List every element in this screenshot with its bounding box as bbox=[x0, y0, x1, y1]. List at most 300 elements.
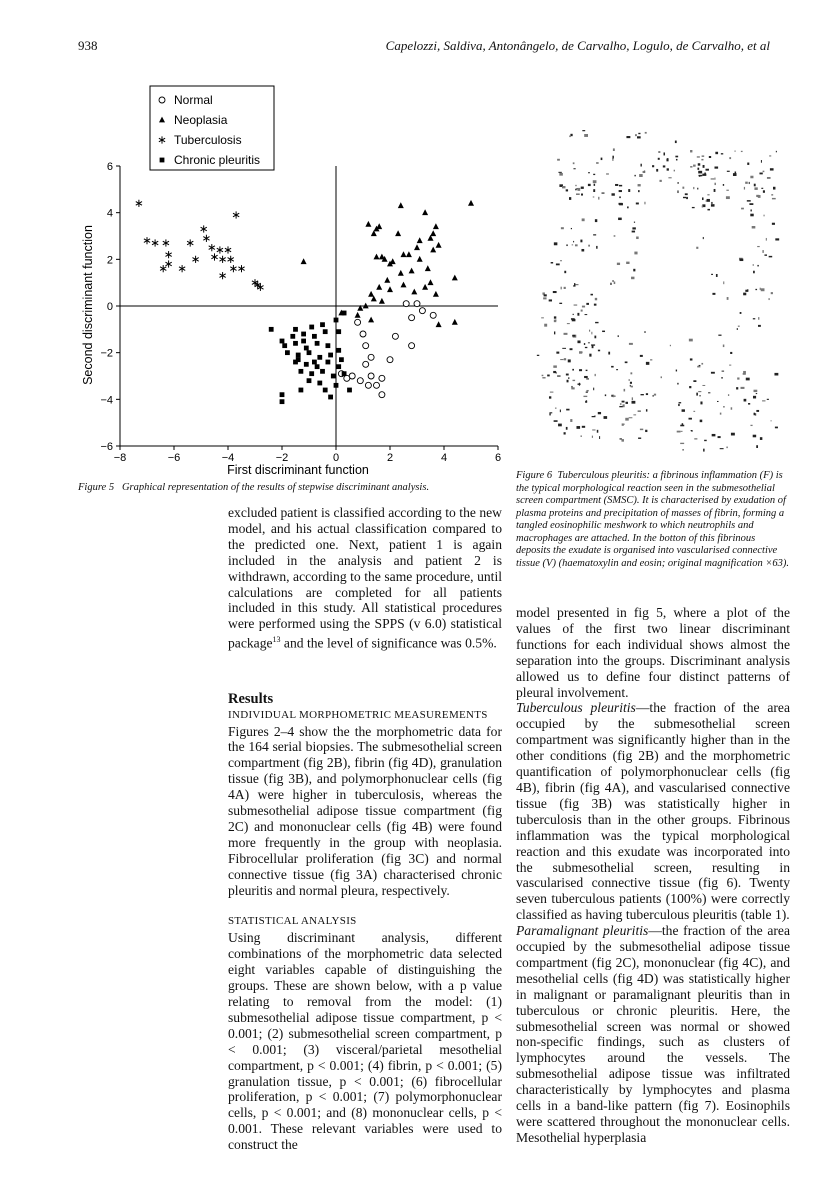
micrograph-speckle bbox=[775, 238, 779, 240]
micrograph-speckle bbox=[745, 290, 748, 292]
micrograph-speckle bbox=[576, 193, 580, 195]
micrograph-speckle bbox=[723, 345, 725, 348]
micrograph-speckle bbox=[568, 359, 571, 362]
point-tuberculosis bbox=[163, 239, 169, 246]
micrograph-speckle bbox=[743, 373, 746, 375]
micrograph-speckle bbox=[689, 339, 693, 342]
paragraph-text: excluded patient is classified according to the new model, and his actual classification compared to the predicted one. Next, patient 1 is again included in the analysis and patient 2 is withdrawn, according to the same procedure, until calculations are completed for all patients included in this study. All statistical procedures were performed using the SPPS (v 6.0) statistical package bbox=[228, 505, 502, 651]
micrograph-speckle bbox=[737, 328, 738, 330]
micrograph-speckle bbox=[754, 390, 758, 392]
micrograph-speckle bbox=[693, 165, 696, 167]
micrograph-speckle bbox=[573, 168, 575, 169]
micrograph-speckle bbox=[762, 400, 765, 401]
micrograph-speckle bbox=[741, 151, 743, 152]
micrograph-speckle bbox=[626, 262, 629, 264]
micrograph-speckle bbox=[763, 190, 765, 192]
point-chronic-pleuritis bbox=[334, 318, 339, 323]
micrograph-speckle bbox=[577, 340, 580, 343]
micrograph-speckle bbox=[637, 136, 641, 138]
micrograph-speckle bbox=[670, 345, 671, 346]
micrograph-speckle bbox=[685, 193, 688, 195]
micrograph-speckle bbox=[711, 204, 715, 206]
point-tuberculosis bbox=[230, 265, 236, 272]
micrograph-speckle bbox=[555, 408, 557, 409]
micrograph-speckle bbox=[567, 380, 569, 383]
point-chronic-pleuritis bbox=[336, 329, 341, 334]
point-tuberculosis bbox=[233, 211, 239, 218]
micrograph-speckle bbox=[694, 438, 697, 439]
micrograph-speckle bbox=[704, 440, 707, 441]
x-tick-label: 2 bbox=[386, 452, 394, 464]
y-tick-label: 4 bbox=[106, 207, 113, 220]
point-normal bbox=[374, 382, 380, 388]
micrograph-speckle bbox=[585, 347, 587, 348]
point-neoplasia bbox=[384, 277, 390, 283]
micrograph-speckle bbox=[619, 185, 622, 187]
micrograph-speckle bbox=[703, 237, 704, 239]
micrograph-speckle bbox=[758, 317, 759, 320]
micrograph-speckle bbox=[747, 163, 749, 165]
point-normal bbox=[414, 301, 420, 307]
micrograph-speckle bbox=[543, 297, 546, 299]
micrograph-speckle bbox=[645, 430, 647, 432]
micrograph-speckle bbox=[605, 394, 606, 396]
figure6-caption-text: a fibrinous inflammation (F) is the typical morphological reaction seen in the submesothelial screen compartment (SMSC). It is characterised by exudation of plasma proteins and precipitation of masses of fibrin, forming a tangled eosinophilic meshwork to which neutrophils and macrophages are attached. In the botton of this fibrinous deposits the exudate is organised into vascularised connective tissue (V) (haematoxylin and eosin; original magnification ×63). bbox=[516, 470, 790, 569]
micrograph-speckle bbox=[560, 359, 563, 360]
micrograph-speckle bbox=[700, 420, 703, 423]
micrograph-speckle bbox=[717, 401, 719, 402]
micrograph-speckle bbox=[614, 282, 616, 285]
point-chronic-pleuritis bbox=[315, 364, 320, 369]
micrograph-speckle bbox=[699, 395, 700, 396]
point-chronic-pleuritis bbox=[328, 353, 333, 358]
point-chronic-pleuritis bbox=[293, 341, 298, 346]
micrograph-speckle bbox=[737, 377, 739, 379]
point-chronic-pleuritis bbox=[342, 311, 347, 316]
micrograph-speckle bbox=[712, 293, 715, 295]
figure5-scatter-chart bbox=[78, 80, 508, 480]
micrograph-speckle bbox=[595, 298, 597, 300]
point-tuberculosis bbox=[219, 256, 225, 263]
micrograph-speckle bbox=[612, 280, 613, 281]
micrograph-speckle bbox=[656, 169, 658, 172]
reference-13: 13 bbox=[272, 635, 281, 645]
micrograph-speckle bbox=[690, 150, 692, 152]
micrograph-speckle bbox=[572, 319, 576, 321]
micrograph-speckle bbox=[753, 264, 754, 266]
micrograph-speckle bbox=[677, 383, 678, 385]
chart-axes bbox=[100, 161, 501, 464]
micrograph-speckle bbox=[706, 169, 709, 171]
point-neoplasia bbox=[433, 291, 439, 297]
point-tuberculosis bbox=[209, 244, 215, 251]
micrograph-speckle bbox=[632, 227, 635, 229]
micrograph-speckle bbox=[699, 365, 701, 366]
micrograph-speckle bbox=[636, 203, 639, 205]
micrograph-speckle bbox=[764, 215, 765, 217]
micrograph-speckle bbox=[638, 410, 641, 412]
micrograph-speckle bbox=[763, 171, 765, 172]
point-tuberculosis bbox=[228, 256, 234, 263]
y-tick-label: 2 bbox=[106, 254, 113, 267]
micrograph-speckle bbox=[581, 249, 584, 252]
point-chronic-pleuritis bbox=[315, 341, 320, 346]
micrograph-speckle bbox=[558, 424, 562, 427]
point-neoplasia bbox=[409, 268, 415, 274]
figure6-caption-title: Tuberculous pleuritis: bbox=[557, 470, 650, 481]
micrograph-speckle bbox=[630, 385, 631, 387]
point-chronic-pleuritis bbox=[307, 378, 312, 383]
point-neoplasia bbox=[406, 251, 412, 257]
micrograph-speckle bbox=[727, 171, 730, 172]
point-normal bbox=[409, 343, 415, 349]
y-tick-label: 0 bbox=[106, 301, 113, 313]
micrograph-speckle bbox=[772, 198, 776, 199]
micrograph-speckle bbox=[723, 406, 724, 407]
paragraph-text: and the level of significance was 0.5%. bbox=[280, 635, 497, 651]
micrograph-speckle bbox=[704, 173, 706, 176]
legend-label: Normal bbox=[174, 93, 213, 107]
point-tuberculosis bbox=[192, 256, 198, 263]
micrograph-speckle bbox=[591, 344, 595, 345]
micrograph-speckle bbox=[711, 202, 712, 204]
micrograph-speckle bbox=[738, 326, 740, 327]
point-chronic-pleuritis bbox=[317, 381, 322, 386]
point-chronic-pleuritis bbox=[309, 371, 314, 376]
micrograph-speckle bbox=[616, 369, 618, 370]
micrograph-speckle bbox=[631, 386, 633, 388]
micrograph-speckle bbox=[606, 173, 609, 174]
micrograph-speckle bbox=[554, 316, 556, 318]
x-tick-label: 0 bbox=[332, 452, 340, 464]
micrograph-speckle bbox=[771, 292, 773, 294]
micrograph-speckle bbox=[553, 371, 556, 373]
figure6-micrograph bbox=[536, 110, 790, 460]
micrograph-speckle bbox=[741, 387, 745, 389]
micrograph-speckle bbox=[549, 412, 552, 413]
micrograph-speckle bbox=[562, 186, 565, 188]
point-normal bbox=[363, 361, 369, 367]
micrograph-speckle bbox=[553, 291, 557, 293]
point-tuberculosis bbox=[217, 246, 223, 253]
micrograph-speckle bbox=[698, 163, 700, 165]
micrograph-speckle bbox=[575, 185, 576, 186]
point-neoplasia bbox=[414, 244, 420, 250]
micrograph-speckle bbox=[697, 188, 698, 190]
micrograph-speckle bbox=[707, 199, 710, 202]
micrograph-speckle bbox=[714, 183, 715, 185]
micrograph-speckle bbox=[577, 188, 580, 191]
micrograph-speckle bbox=[697, 168, 699, 170]
micrograph-speckle bbox=[591, 332, 592, 335]
micrograph-speckle bbox=[629, 417, 633, 418]
paragraph: Using discriminant analysis, different combinations of the morphometric data selected eight variables capable of distinguishing the groups. These are shown below, with a p value relating to removal from the model: (1) submesothelial adipose tissue compartment, p < 0.001; (2) submesothelial screen compartment, p < 0.001; (3) visceral/parietal mesothelial compartment, p < 0.001; (4) fibrin, p < 0.001; (5) granulation tissue, p < 0.001; (6) fibrocellular proliferation, p < 0.001; (7) polymorphonuclear cells, p < 0.001; and (8) mononuclear cells, p < 0.001. These relevant variables were used to construct the bbox=[228, 930, 502, 1153]
micrograph-speckle bbox=[758, 325, 761, 327]
micrograph-speckle bbox=[640, 355, 643, 357]
micrograph-speckle bbox=[561, 287, 562, 290]
micrograph-speckle bbox=[736, 387, 738, 389]
micrograph-speckle bbox=[619, 196, 621, 198]
micrograph-speckle bbox=[750, 209, 751, 211]
y-tick-label: −2 bbox=[100, 347, 113, 360]
micrograph-speckle bbox=[608, 352, 610, 355]
paragraph bbox=[228, 505, 502, 652]
point-normal bbox=[344, 375, 350, 381]
micrograph-speckle bbox=[566, 374, 569, 376]
point-normal bbox=[430, 312, 436, 318]
micrograph-speckle bbox=[569, 197, 571, 200]
micrograph-speckle bbox=[731, 433, 735, 436]
point-normal bbox=[355, 319, 361, 325]
y-tick-label: −6 bbox=[100, 441, 113, 453]
micrograph-speckle bbox=[678, 404, 680, 406]
micrograph-speckle bbox=[541, 317, 544, 318]
micrograph-speckle bbox=[638, 438, 641, 439]
micrograph-speckle bbox=[682, 409, 685, 411]
micrograph-speckle bbox=[574, 304, 578, 305]
micrograph-speckle bbox=[771, 420, 772, 421]
micrograph-speckle bbox=[619, 203, 623, 205]
micrograph-speckle bbox=[585, 314, 588, 315]
micrograph-speckle bbox=[556, 263, 560, 265]
point-chronic-pleuritis bbox=[296, 357, 301, 362]
micrograph-speckle bbox=[702, 197, 704, 200]
micrograph-speckle bbox=[627, 206, 629, 208]
micrograph-speckle bbox=[577, 313, 579, 316]
point-chronic-pleuritis bbox=[301, 339, 306, 344]
micrograph-speckle bbox=[711, 372, 715, 374]
micrograph-speckle bbox=[741, 208, 744, 210]
micrograph-speckle bbox=[582, 306, 585, 308]
micrograph-speckle bbox=[554, 331, 555, 334]
y-axis-label: Second discriminant function bbox=[81, 225, 95, 385]
micrograph-speckle bbox=[570, 419, 572, 422]
point-neoplasia bbox=[452, 275, 458, 281]
micrograph-speckle bbox=[549, 299, 552, 301]
micrograph-speckle bbox=[698, 391, 701, 392]
micrograph-speckle bbox=[720, 413, 722, 415]
micrograph-speckle bbox=[573, 314, 574, 315]
x-tick-label: −2 bbox=[275, 452, 289, 464]
micrograph-speckle bbox=[593, 180, 597, 183]
micrograph-speckle bbox=[589, 330, 590, 332]
micrograph-speckle bbox=[581, 187, 584, 189]
micrograph-speckle bbox=[618, 335, 619, 337]
micrograph-speckle bbox=[726, 447, 727, 449]
x-tick-label: −4 bbox=[221, 452, 235, 464]
figure6-caption bbox=[516, 470, 790, 570]
micrograph-speckle bbox=[658, 151, 660, 152]
micrograph-speckle bbox=[596, 246, 597, 249]
micrograph-speckle bbox=[750, 425, 752, 426]
micrograph-speckle bbox=[632, 231, 635, 233]
micrograph-speckle bbox=[700, 401, 702, 404]
micrograph-speckle bbox=[761, 288, 765, 291]
point-normal bbox=[403, 301, 409, 307]
figure5-caption-label: Figure 5 bbox=[78, 482, 115, 493]
point-tuberculosis bbox=[225, 246, 231, 253]
micrograph-speckle bbox=[584, 376, 588, 378]
micrograph-speckle bbox=[645, 132, 647, 134]
micrograph-speckle bbox=[646, 362, 649, 365]
micrograph-speckle bbox=[549, 396, 551, 398]
micrograph-speckle bbox=[564, 432, 566, 434]
point-normal bbox=[392, 333, 398, 339]
micrograph-speckle bbox=[593, 388, 594, 391]
micrograph-speckle bbox=[631, 277, 634, 280]
micrograph-speckle bbox=[729, 157, 731, 159]
micrograph-speckle bbox=[720, 448, 724, 449]
micrograph-speckle bbox=[652, 395, 654, 396]
micrograph-speckle bbox=[622, 401, 625, 403]
micrograph-speckle bbox=[723, 281, 724, 284]
point-tuberculosis bbox=[165, 260, 171, 267]
micrograph-speckle bbox=[708, 392, 710, 393]
micrograph-speckle bbox=[701, 363, 703, 365]
point-chronic-pleuritis bbox=[280, 392, 285, 397]
micrograph-speckle bbox=[588, 184, 591, 186]
micrograph-speckle bbox=[680, 443, 684, 444]
micrograph-speckle bbox=[592, 345, 594, 348]
micrograph-speckle bbox=[661, 376, 662, 378]
micrograph-speckle bbox=[575, 284, 578, 285]
micrograph-speckle bbox=[582, 426, 585, 428]
point-neoplasia bbox=[368, 317, 374, 323]
micrograph-speckle bbox=[586, 378, 589, 379]
figure5-caption bbox=[78, 482, 518, 495]
micrograph-speckle bbox=[581, 310, 583, 312]
micrograph-speckle bbox=[775, 427, 778, 429]
micrograph-speckle bbox=[574, 283, 575, 285]
point-tuberculosis bbox=[187, 239, 193, 246]
micrograph-speckle bbox=[718, 335, 721, 336]
point-normal bbox=[387, 357, 393, 363]
micrograph-speckle bbox=[623, 404, 625, 407]
micrograph-speckle bbox=[712, 434, 716, 436]
micrograph-speckle bbox=[711, 178, 715, 179]
micrograph-speckle bbox=[557, 375, 560, 376]
point-neoplasia bbox=[417, 237, 423, 243]
micrograph-speckle bbox=[745, 182, 748, 184]
point-neoplasia bbox=[401, 282, 407, 288]
micrograph-speckle bbox=[679, 402, 682, 403]
micrograph-speckle bbox=[624, 389, 626, 392]
point-chronic-pleuritis bbox=[334, 383, 339, 388]
paragraph bbox=[516, 923, 790, 1146]
micrograph-speckle bbox=[743, 293, 746, 296]
micrograph-speckle bbox=[596, 162, 599, 164]
micrograph-speckle bbox=[688, 418, 691, 420]
page-number: 938 bbox=[78, 38, 98, 53]
micrograph-speckle bbox=[667, 168, 669, 170]
micrograph-speckle bbox=[572, 335, 575, 337]
micrograph-speckle bbox=[629, 343, 633, 345]
micrograph-speckle bbox=[582, 218, 585, 221]
micrograph-speckle bbox=[594, 304, 597, 306]
micrograph-speckle bbox=[757, 265, 758, 267]
micrograph-speckle bbox=[592, 429, 595, 430]
point-neoplasia bbox=[387, 286, 393, 292]
micrograph-speckle bbox=[728, 395, 729, 396]
left-column bbox=[228, 505, 502, 1153]
micrograph-speckle bbox=[586, 390, 588, 391]
micrograph-speckle bbox=[711, 274, 713, 275]
point-normal bbox=[409, 315, 415, 321]
micrograph-speckle bbox=[584, 134, 588, 137]
point-neoplasia bbox=[430, 230, 436, 236]
micrograph-speckle bbox=[566, 409, 569, 411]
x-axis-label: First discriminant function bbox=[227, 463, 369, 477]
micrograph-speckle bbox=[611, 366, 614, 368]
point-neoplasia bbox=[398, 270, 404, 276]
micrograph-speckle bbox=[612, 156, 613, 159]
point-normal bbox=[379, 375, 385, 381]
micrograph-speckle bbox=[544, 324, 547, 327]
point-neoplasia bbox=[417, 256, 423, 262]
legend-label: Tuberculosis bbox=[174, 133, 242, 147]
micrograph-speckle bbox=[691, 430, 693, 431]
micrograph-speckle bbox=[595, 374, 596, 376]
micrograph-speckle bbox=[689, 386, 691, 388]
micrograph-speckle bbox=[597, 430, 598, 433]
micrograph-speckle bbox=[690, 166, 692, 168]
micrograph-speckle bbox=[773, 187, 775, 190]
micrograph-speckle bbox=[682, 423, 683, 426]
micrograph-speckle bbox=[595, 322, 598, 323]
micrograph-speckle bbox=[769, 298, 770, 300]
point-neoplasia bbox=[301, 258, 307, 264]
micrograph-speckle bbox=[754, 413, 756, 415]
micrograph-speckle bbox=[559, 303, 562, 304]
point-chronic-pleuritis bbox=[280, 399, 285, 404]
micrograph-speckle bbox=[582, 130, 585, 131]
micrograph-speckle bbox=[644, 202, 645, 205]
micrograph-speckle bbox=[753, 435, 756, 438]
micrograph-speckle bbox=[769, 155, 771, 156]
micrograph-speckle bbox=[578, 383, 581, 384]
micrograph-speckle bbox=[721, 153, 723, 154]
micrograph-speckle bbox=[723, 184, 724, 186]
micrograph-speckle bbox=[591, 294, 593, 296]
point-neoplasia bbox=[430, 247, 436, 253]
point-chronic-pleuritis bbox=[309, 325, 314, 330]
micrograph-speckle bbox=[760, 288, 761, 290]
micrograph-speckle bbox=[682, 187, 684, 189]
point-chronic-pleuritis bbox=[323, 388, 328, 393]
micrograph-speckle bbox=[698, 171, 702, 174]
point-neoplasia bbox=[365, 221, 371, 227]
point-neoplasia bbox=[368, 291, 374, 297]
micrograph-speckle bbox=[589, 354, 591, 357]
micrograph-speckle bbox=[639, 174, 642, 177]
micrograph-speckle bbox=[633, 269, 635, 272]
micrograph-speckle bbox=[585, 401, 587, 403]
micrograph-speckle bbox=[640, 429, 643, 431]
micrograph-speckle bbox=[547, 375, 550, 377]
micrograph-speckle bbox=[752, 226, 756, 228]
micrograph-speckle bbox=[566, 427, 568, 430]
point-tuberculosis bbox=[160, 265, 166, 272]
point-normal bbox=[368, 354, 374, 360]
micrograph-speckle bbox=[570, 348, 573, 350]
point-tuberculosis bbox=[152, 239, 158, 246]
point-chronic-pleuritis bbox=[328, 395, 333, 400]
paragraph bbox=[516, 700, 790, 923]
micrograph-speckle bbox=[636, 237, 639, 240]
micrograph-speckle bbox=[575, 244, 578, 246]
point-chronic-pleuritis bbox=[299, 388, 304, 393]
micrograph-speckle bbox=[707, 194, 709, 195]
